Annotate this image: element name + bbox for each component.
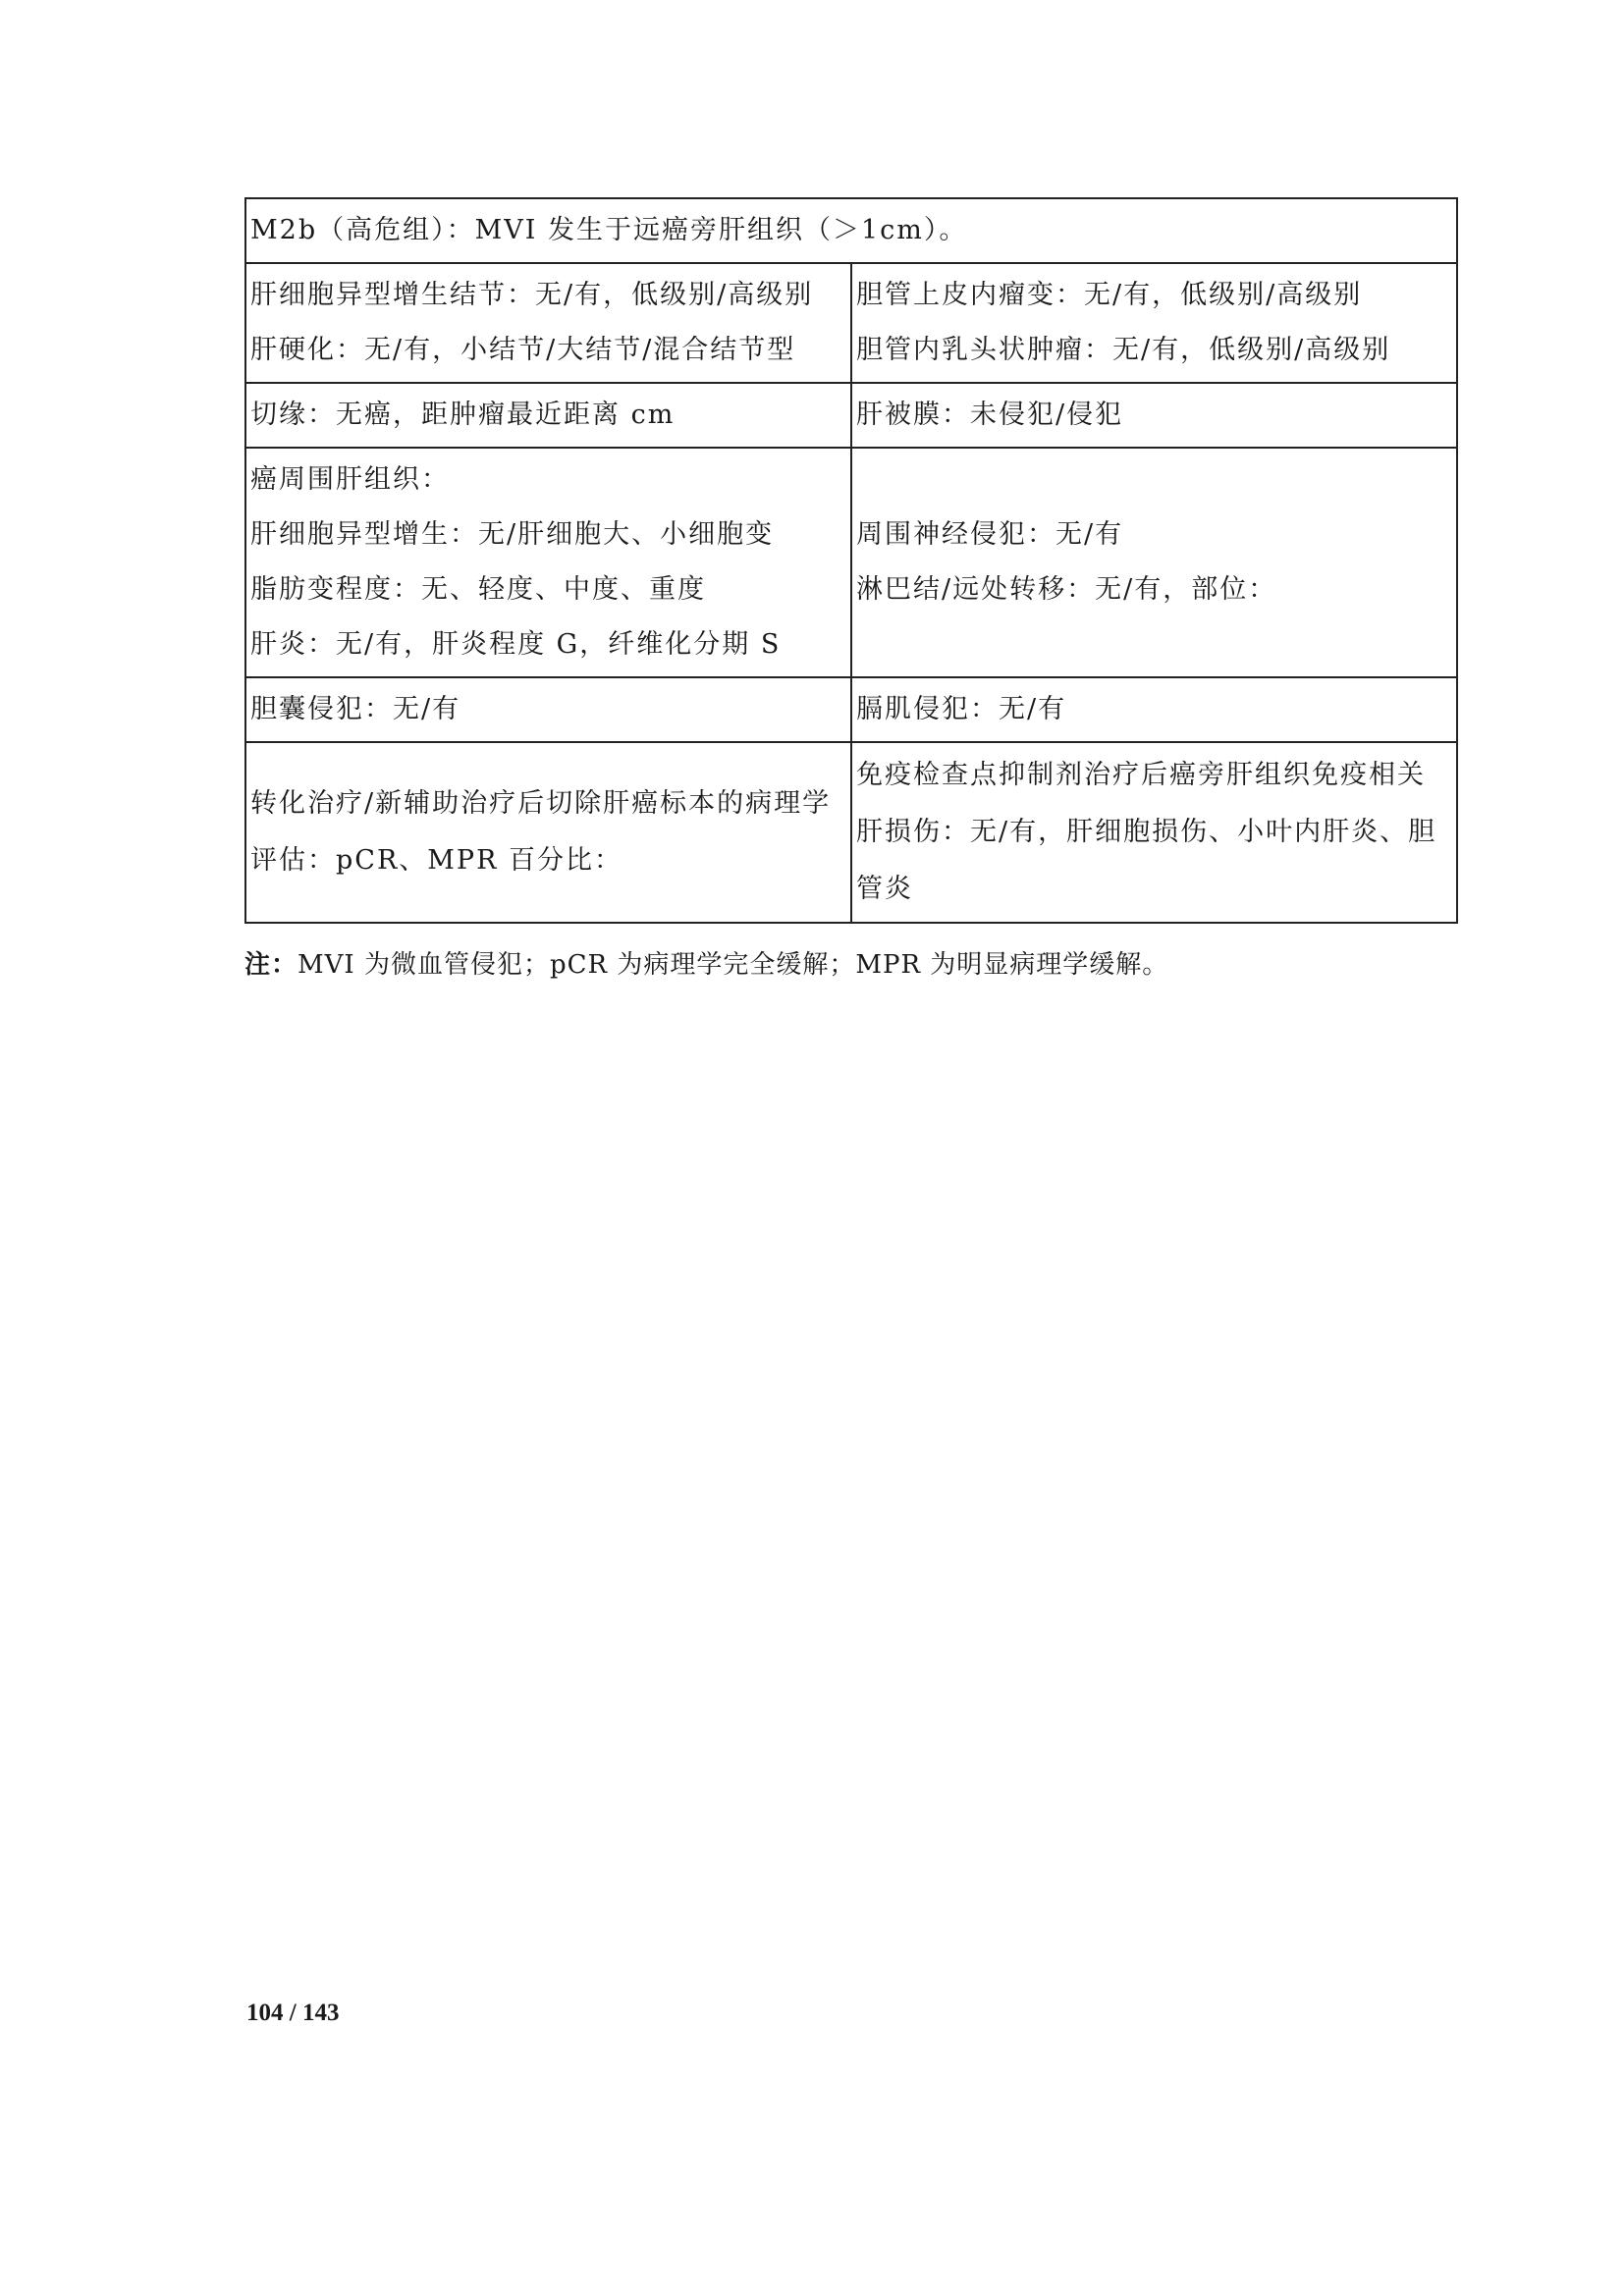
cell-line: 淋巴结/远处转移：无/有，部位： — [856, 574, 1277, 605]
cell-line: 肝损伤：无/有，肝细胞损伤、小叶内肝炎、胆 — [856, 817, 1437, 847]
table-row — [245, 198, 1457, 263]
cell-line: 肝硬化：无/有，小结节/大结节/混合结节型 — [250, 335, 796, 365]
pathology-report-table — [244, 197, 1458, 924]
post-treatment-evaluation-cell — [245, 742, 851, 923]
footnote-label: 注： — [244, 950, 298, 980]
mvi-m2b-cell: M2b（高危组）：MVI 发生于远癌旁肝组织（＞1cm）。 — [245, 198, 1457, 263]
hepatocyte-dysplasia-cell — [245, 263, 851, 383]
cell-line: 胆管内乳头状肿瘤：无/有，低级别/高级别 — [856, 335, 1391, 365]
cell-line: 肝细胞异型增生结节：无/有，低级别/高级别 — [250, 280, 814, 310]
table-footnote — [244, 944, 1168, 981]
footnote-text: MVI 为微血管侵犯；pCR 为病理学完全缓解；MPR 为明显病理学缓解。 — [298, 950, 1169, 980]
table-row — [245, 742, 1457, 923]
cell-line: 评估：pCR、MPR 百分比： — [250, 845, 623, 876]
immune-liver-injury-cell — [851, 742, 1457, 923]
cell-line: 肝细胞异型增生：无/肝细胞大、小细胞变 — [250, 519, 775, 550]
page-number: 104 / 143 — [246, 2000, 340, 2026]
table-row — [245, 263, 1457, 383]
cell-line: 肝炎：无/有，肝炎程度 G，纤维化分期 S — [250, 629, 782, 660]
liver-capsule-cell: 肝被膜：未侵犯/侵犯 — [851, 383, 1457, 448]
cell-line: 转化治疗/新辅助治疗后切除肝癌标本的病理学 — [250, 788, 832, 819]
cell-line: 周围神经侵犯：无/有 — [856, 519, 1124, 550]
margin-cell: 切缘：无癌，距肿瘤最近距离 cm — [245, 383, 851, 448]
diaphragm-invasion-cell: 膈肌侵犯：无/有 — [851, 677, 1457, 742]
gallbladder-invasion-cell: 胆囊侵犯：无/有 — [245, 677, 851, 742]
cell-line: 脂肪变程度：无、轻度、中度、重度 — [250, 574, 706, 605]
cell-line: 免疫检查点抑制剂治疗后癌旁肝组织免疫相关 — [856, 760, 1426, 790]
cell-line: 胆管上皮内瘤变：无/有，低级别/高级别 — [856, 280, 1363, 310]
cell-line: 管炎 — [856, 874, 913, 904]
table-row — [245, 677, 1457, 742]
peritumoral-liver-cell — [245, 448, 851, 677]
invasion-metastasis-cell — [851, 448, 1457, 677]
table-row — [245, 448, 1457, 677]
biliary-neoplasia-cell — [851, 263, 1457, 383]
table-row — [245, 383, 1457, 448]
cell-line: 癌周围肝组织： — [250, 464, 450, 495]
